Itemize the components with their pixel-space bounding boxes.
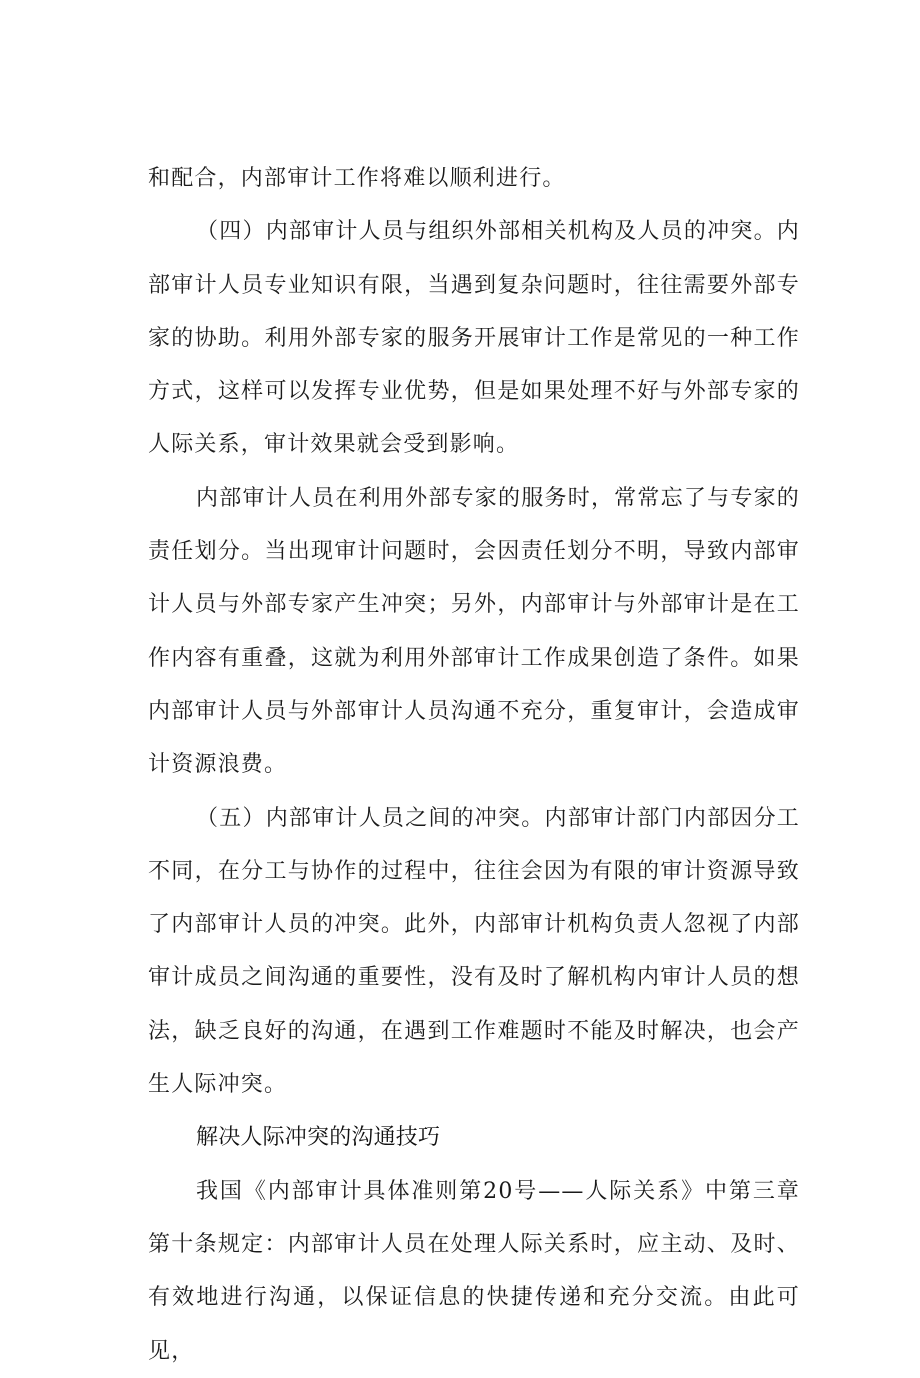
document-body — [148, 152, 800, 1378]
paragraph-continuation: 和配合，内部审计工作将难以顺利进行。 — [148, 166, 566, 191]
paragraph-standard-rule: 我国《内部审计具体准则第20号——人际关系》中第三章第十条规定：内部审计人员在处理人际关系时，应主动、及时、有效地进行沟通，以保证信息的快捷传递和充分交流。由此可见， — [148, 1178, 800, 1364]
paragraph-responsibility-division: 内部审计人员在利用外部专家的服务时，常常忘了与专家的责任划分。当出现审计问题时，会因责任划分不明，导致内部审计人员与外部专家产生冲突；另外，内部审计与外部审计是在工作内容有重叠，这就为利用外部审计工作成果创造了条件。如果内部审计人员与外部审计人员沟通不充分，重复审计，会造成审计资源浪费。 — [148, 485, 800, 778]
section-heading: 解决人际冲突的沟通技巧 — [196, 1125, 441, 1151]
paragraph-internal-conflict: （五）内部审计人员之间的冲突。内部审计部门内部因分工不同，在分工与协作的过程中，往往会因为有限的审计资源导致了内部审计人员的冲突。此外，内部审计机构负责人忽视了内部审计成员之间沟通的重要性，没有及时了解机构内审计人员的想法，缺乏良好的沟通，在遇到工作难题时不能及时解决，也会产生人际冲突。 — [148, 805, 800, 1098]
paragraph-external-conflict: （四）内部审计人员与组织外部相关机构及人员的冲突。内部审计人员专业知识有限，当遇到复杂问题时，往往需要外部专家的协助。利用外部专家的服务开展审计工作是常见的一种工作方式，这样可以发挥专业优势，但是如果处理不好与外部专家的人际关系，审计效果就会受到影响。 — [148, 219, 800, 458]
